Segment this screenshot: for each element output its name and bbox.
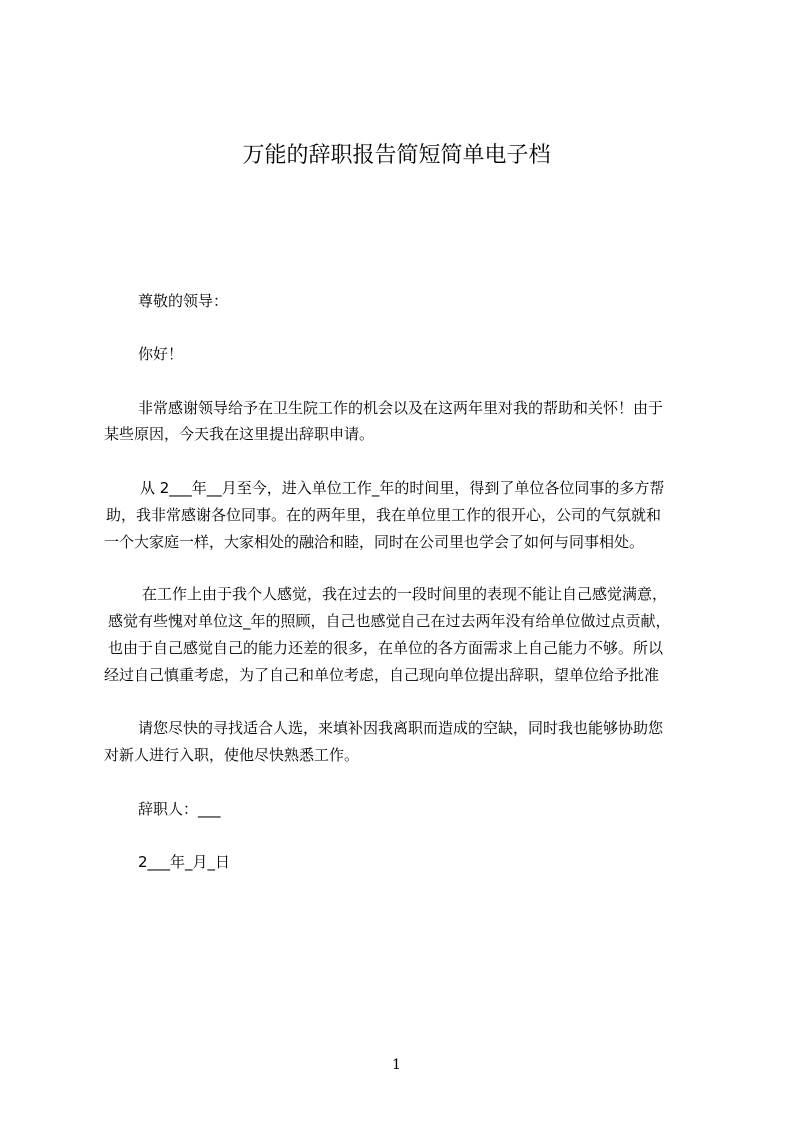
page-number: 1 [392,1057,401,1073]
salutation: 尊敬的领导： [138,292,229,310]
paragraph-line: 在工作上由于我个人感觉，我在过去的一段时间里的表现不能让自己感觉满意， [142,585,668,603]
paragraph-line: 对新人进行入职，使他尽快熟悉工作。 [104,746,360,764]
paragraph-line: 从 2___年__月至今，进入单位工作_年的时间里，得到了单位各位同事的多方帮 [140,479,665,497]
paragraph-line: 一个大家庭一样，大家相处的融洽和睦，同时在公司里也学会了如何与同事相处。 [104,533,645,551]
signature-line: 辞职人：___ [138,800,221,818]
greeting: 你好！ [138,345,184,363]
paragraph-line: 经过自己慎重考虑，为了自己和单位考虑，自己现向单位提出辞职，望单位给予批准 [104,666,660,684]
paragraph-line: 也由于自己感觉自己的能力还差的很多，在单位的各方面需求上自己能力不够。所以 [108,639,664,657]
paragraph-line: 感觉有些愧对单位这_年的照顾，自己也感觉自己在过去两年没有给单位做过点贡献， [108,612,671,630]
paragraph-line: 非常感谢领导给予在卫生院工作的机会以及在这两年里对我的帮助和关怀！由于 [138,399,664,417]
paragraph-line: 请您尽快的寻找适合人选，来填补因我离职而造成的空缺，同时我也能够协助您 [138,719,664,737]
paragraph-line: 某些原因，今天我在这里提出辞职申请。 [104,425,375,443]
document-title: 万能的辞职报告简短简单电子档 [242,143,551,168]
date-line: 2___年_月_日 [138,853,231,871]
paragraph-line: 助，我非常感谢各位同事。在的两年里，我在单位里工作的很开心，公司的气氛就和 [106,506,662,524]
